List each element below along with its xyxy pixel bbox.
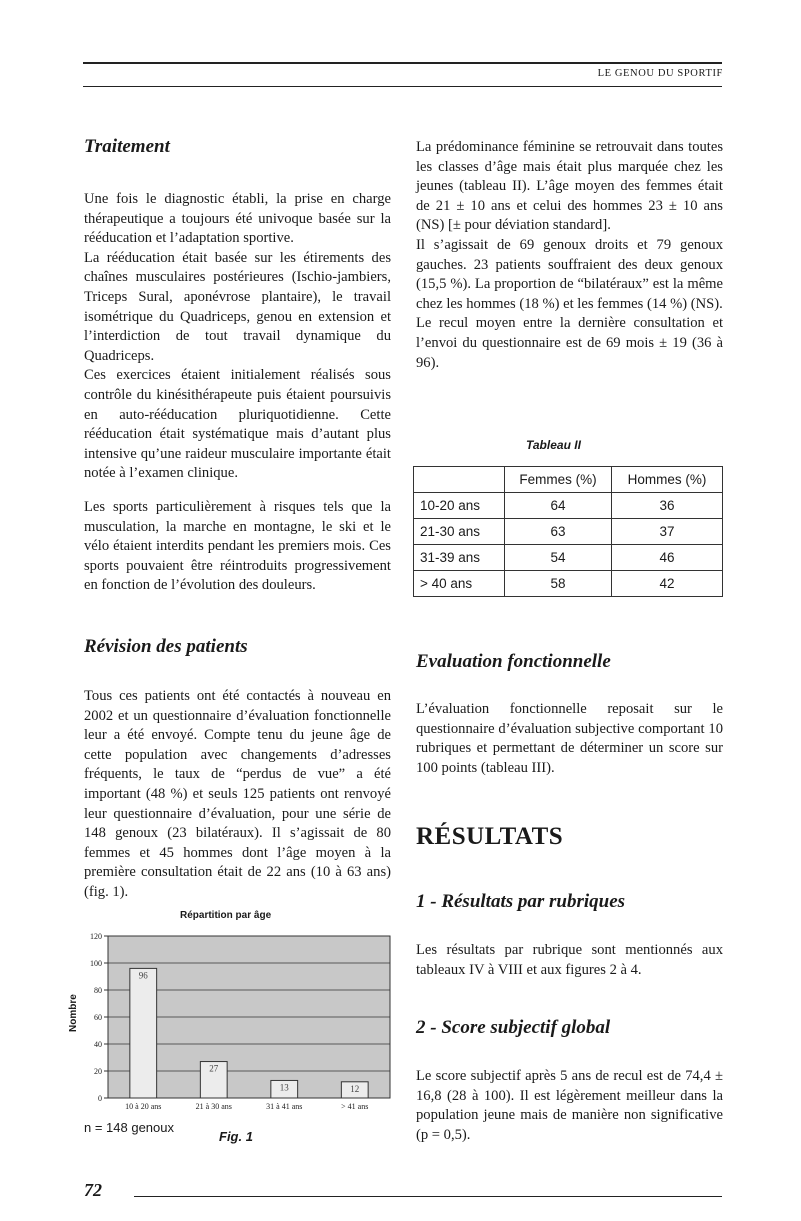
right-text-block-2 [416, 700, 723, 778]
table-header-cell [414, 467, 505, 493]
right-text-block-4 [416, 1067, 723, 1145]
chart-y-tick-label: 40 [94, 1040, 102, 1049]
page-number: 72 [84, 1180, 102, 1200]
paragraph: Les sports particulièrement à risques tels que la musculation, la marche en montagne, le ski et le vélo étaient interdits pendant les premiers mois. Ces sports pouvaient être réintroduits progressivement en fonction de l’évolution des douleurs. [84, 499, 391, 594]
table-cell: > 40 ans [414, 571, 505, 597]
paragraph: Une fois le diagnostic établi, la prise en charge thérapeutique a toujours été univoque basée sur la rééducation et l’adaptation sportive. [84, 191, 391, 247]
table-title: Tableau II [526, 438, 581, 452]
paragraph: Les résultats par rubrique sont mentionnés aux tableaux IV à VIII et aux figures 2 à 4. [416, 942, 723, 978]
table-cell: 36 [612, 493, 723, 519]
chart-y-tick-label: 100 [90, 959, 102, 968]
header-top-rule [83, 62, 722, 64]
chart-y-axis-label: Nombre [68, 994, 79, 1032]
table-cell: 58 [505, 571, 612, 597]
paragraph: Tous ces patients ont été contactés à nouveau en 2002 et un questionnaire d’évaluation fonctionnelle leur a été envoyé. Compte tenu du jeune âge de cette population avec changements d’adresses fréquents, le taux de “perdus de vue” a été important (48 %) et seuls 125 patients ont renvoyé leur questionnaire d’évaluation, pour une série de 148 genoux (23 bilatéraux). Il s’agissait de 80 femmes et 45 hommes dont l’âge moyen à la première consultation était de 22 ans (10 à 63 ans) (fig. 1). [84, 688, 391, 900]
paragraph: L’évaluation fonctionnelle reposait sur le questionnaire d’évaluation subjective comportant 10 rubriques et permettant de déterminer un score sur 100 points (tableau III). [416, 701, 723, 776]
chart-bar [130, 968, 157, 1098]
table-header-cell: Femmes (%) [505, 467, 612, 493]
table-cell: 64 [505, 493, 612, 519]
paragraph: Le score subjectif après 5 ans de recul est de 74,4 ± 16,8 (28 à 100). Il est légèrement meilleur dans la population jeune mais de manière non significative (p = 0,5). [416, 1068, 723, 1143]
section-heading-revision: Révision des patients [84, 636, 248, 657]
table-cell: 42 [612, 571, 723, 597]
left-text-block-2 [84, 498, 391, 596]
left-text-block-3 [84, 687, 391, 903]
chart-x-tick-label: 31 à 41 ans [266, 1102, 303, 1111]
right-text-block-1 [416, 138, 723, 373]
paragraph: Ces exercices étaient initialement réalisés sous contrôle du kinésithérapeute puis étaient poursuivis en auto-rééducation pluriquotidienne. Cette rééducation était systématique mais d’autant plus intensive qu’une raideur musculaire importante était notée à l’examen clinique. [84, 367, 391, 482]
chart-x-tick-label: 21 à 30 ans [195, 1102, 232, 1111]
footer-rule [134, 1196, 722, 1197]
chart-data-label: 13 [279, 1082, 289, 1093]
table-header-cell: Hommes (%) [612, 467, 723, 493]
running-title: LE GENOU DU SPORTIF [597, 68, 723, 79]
age-distribution-bar-chart [70, 922, 400, 1122]
paragraph: La rééducation était basée sur les étirements des chaînes musculaires postérieures (Ischio-jambiers, Triceps Sural, aponévrose plantaire), le travail isométrique du Quadriceps, genou en extension et l’interdiction de tout travail dynamique du Quadriceps. [84, 249, 391, 364]
paragraph: La prédominance féminine se retrouvait dans toutes les classes d’âge mais était plus marquée chez les jeunes (tableau II). L’âge moyen des femmes était de 21 ± 10 ans et celui des hommes 23 ± 10 ans (NS) [± pour déviation standard]. [416, 139, 723, 234]
chart-y-tick-label: 120 [90, 932, 102, 941]
chart-y-tick-label: 20 [94, 1067, 102, 1076]
section-heading-traitement: Traitement [84, 136, 170, 157]
table-cell: 21-30 ans [414, 519, 505, 545]
header-bottom-rule [83, 86, 722, 87]
table-header-row [414, 467, 723, 493]
chart-x-tick-label: 10 à 20 ans [125, 1102, 162, 1111]
sample-size-label: n = 148 genoux [84, 1120, 174, 1135]
figure-caption: Fig. 1 [219, 1129, 253, 1144]
subsection-heading-1: 1 - Résultats par rubriques [416, 891, 626, 912]
chart-title: Répartition par âge [180, 910, 272, 921]
table-row [414, 571, 723, 597]
chart-data-label: 12 [350, 1083, 360, 1094]
paragraph: Le recul moyen entre la dernière consultation et l’envoi du questionnaire est de 69 mois ± 19 (36 à 96). [416, 315, 723, 371]
paragraph: Il s’agissait de 69 genoux droits et 79 genoux gauches. 23 patients souffraient des deux genoux (15,5 %). La proportion de “bilatéraux” est la même chez les hommes (18 %) et les femmes (14 %) (NS). [416, 236, 723, 312]
chart-y-tick-label: 80 [94, 986, 102, 995]
table-cell: 46 [612, 545, 723, 571]
table-row [414, 519, 723, 545]
section-heading-evaluation: Evaluation fonctionnelle [416, 651, 611, 672]
table-cell: 10-20 ans [414, 493, 505, 519]
subsection-heading-2: 2 - Score subjectif global [416, 1017, 611, 1038]
data-table-tableau-2 [413, 466, 723, 597]
chart-data-label: 96 [138, 970, 148, 981]
table-cell: 31-39 ans [414, 545, 505, 571]
chart-x-tick-label: > 41 ans [341, 1102, 369, 1111]
right-text-block-3 [416, 941, 723, 980]
chart-y-tick-label: 60 [94, 1013, 102, 1022]
table-cell: 37 [612, 519, 723, 545]
left-text-block-1 [84, 190, 391, 484]
section-heading-resultats: RÉSULTATS [416, 823, 564, 850]
table-cell: 63 [505, 519, 612, 545]
table-row [414, 493, 723, 519]
table-cell: 54 [505, 545, 612, 571]
table-row [414, 545, 723, 571]
chart-data-label: 27 [209, 1063, 219, 1074]
chart-y-tick-label: 0 [98, 1094, 102, 1103]
